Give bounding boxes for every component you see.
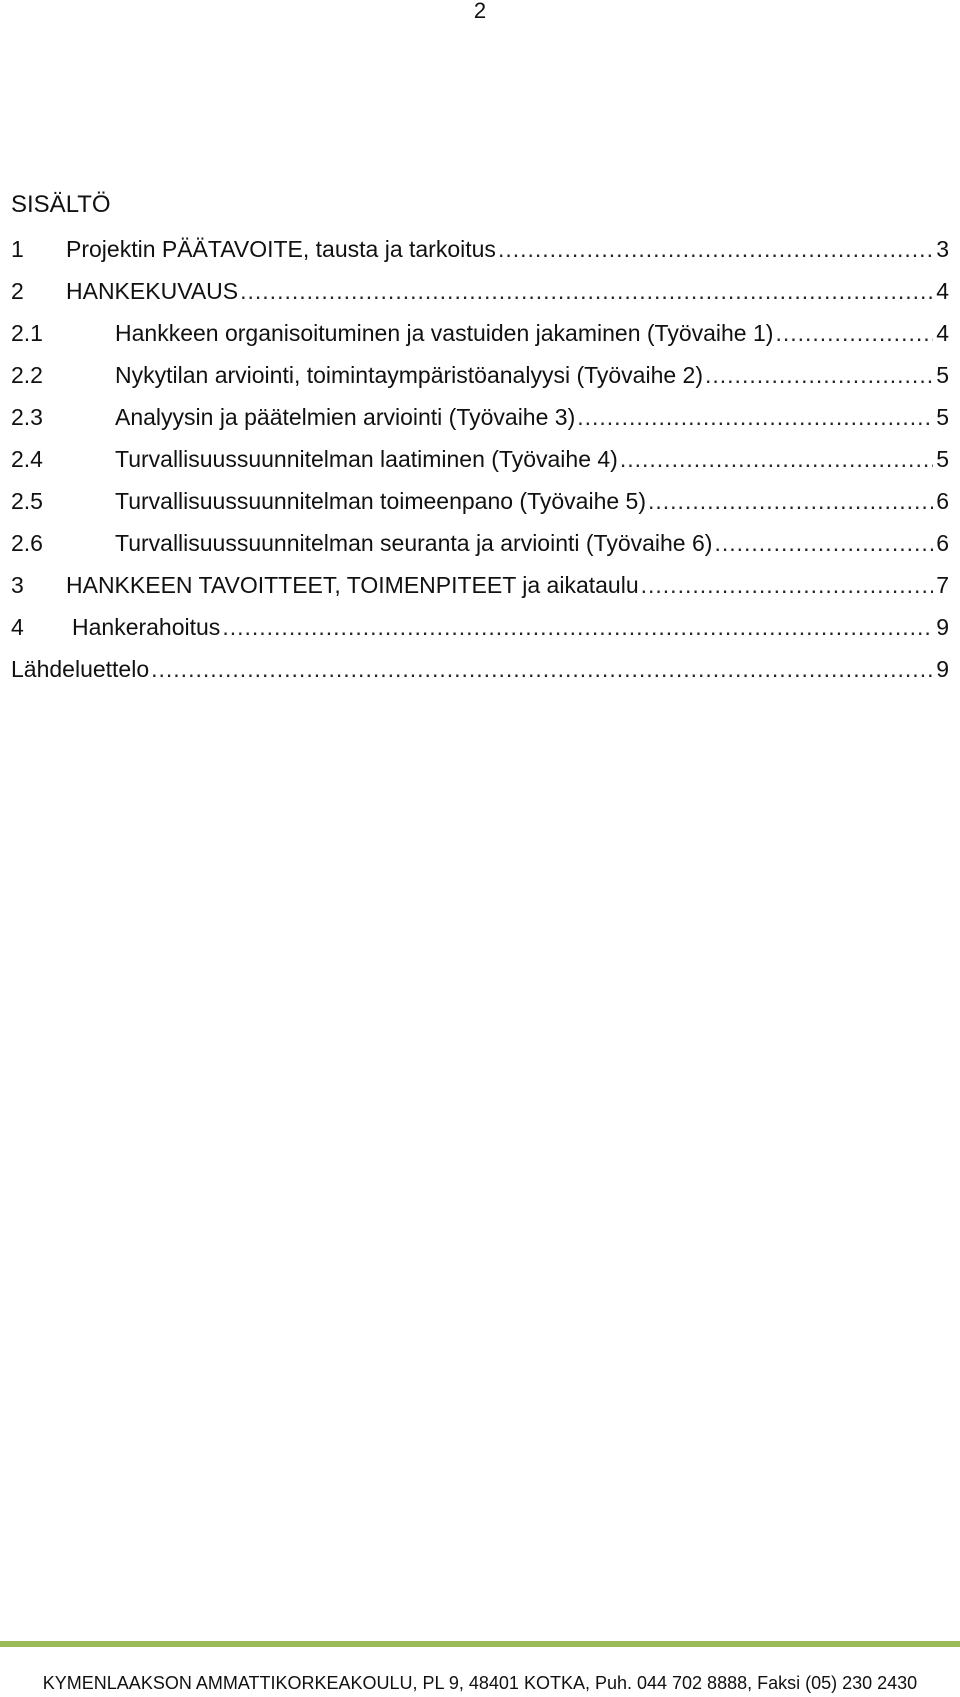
toc-entry-title: Hankerahoitus bbox=[72, 614, 221, 640]
toc-entry-2-6[interactable] bbox=[11, 528, 949, 570]
toc-dot-leader bbox=[498, 234, 933, 264]
toc-entry-1[interactable] bbox=[11, 234, 949, 276]
toc-entry-title: HANKEKUVAUS bbox=[66, 278, 239, 304]
toc-entry-page: 5 bbox=[936, 446, 949, 472]
toc-entry-page: 6 bbox=[936, 488, 949, 514]
toc-entry-title: Analyysin ja päätelmien arviointi (Työvaihe 3) bbox=[115, 404, 576, 430]
toc-entry-number: 1 bbox=[11, 236, 24, 262]
toc-entry-page: 6 bbox=[936, 530, 949, 556]
toc-entry-page: 4 bbox=[936, 320, 949, 346]
toc-entry-page: 3 bbox=[936, 236, 949, 262]
toc-dot-leader bbox=[705, 360, 933, 390]
toc-entry-page: 9 bbox=[936, 656, 949, 682]
footer-address: KYMENLAAKSON AMMATTIKORKEAKOULU, PL 9, 48401 KOTKA, Puh. 044 702 8888, Faksi (05) 230 2430 bbox=[42, 1673, 918, 1693]
table-of-contents bbox=[11, 190, 949, 696]
toc-entry-2-3[interactable] bbox=[11, 402, 949, 444]
toc-entry-2-4[interactable] bbox=[11, 444, 949, 486]
toc-entry-2-2[interactable] bbox=[11, 360, 949, 402]
toc-entry-2-5[interactable] bbox=[11, 486, 949, 528]
toc-entry-number: 2.4 bbox=[11, 446, 43, 472]
toc-entry-title: Projektin PÄÄTAVOITE, tausta ja tarkoitus bbox=[66, 236, 496, 262]
toc-dot-leader bbox=[577, 402, 933, 432]
toc-dot-leader bbox=[151, 654, 933, 684]
toc-entry-number: 2.6 bbox=[11, 530, 43, 556]
toc-entry-2[interactable] bbox=[11, 276, 949, 318]
toc-dot-leader bbox=[775, 318, 933, 348]
toc-list bbox=[11, 234, 949, 696]
toc-entry-title: Lähdeluettelo bbox=[11, 656, 150, 682]
toc-entry-3[interactable] bbox=[11, 570, 949, 612]
toc-dot-leader bbox=[620, 444, 933, 474]
toc-entry-number: 3 bbox=[11, 572, 24, 598]
toc-entry-number: 4 bbox=[11, 614, 24, 640]
toc-entry-page: 5 bbox=[936, 362, 949, 388]
toc-entry-page: 7 bbox=[936, 572, 949, 598]
toc-entry-number: 2.2 bbox=[11, 362, 43, 388]
toc-entry-4[interactable] bbox=[11, 612, 949, 654]
toc-dot-leader bbox=[240, 276, 933, 306]
toc-entry-title: Turvallisuussuunnitelman laatiminen (Työvaihe 4) bbox=[115, 446, 618, 472]
toc-entry-title: Nykytilan arviointi, toimintaympäristöanalyysi (Työvaihe 2) bbox=[115, 362, 703, 388]
toc-entry-title: HANKKEEN TAVOITTEET, TOIMENPITEET ja aikataulu bbox=[66, 572, 639, 598]
footer-divider bbox=[0, 1641, 960, 1647]
toc-entry-title: Turvallisuussuunnitelman seuranta ja arviointi (Työvaihe 6) bbox=[115, 530, 713, 556]
toc-entry-lahdeluettelo[interactable] bbox=[11, 654, 949, 696]
toc-entry-page: 4 bbox=[936, 278, 949, 304]
toc-entry-2-1[interactable] bbox=[11, 318, 949, 360]
toc-dot-leader bbox=[222, 612, 933, 642]
toc-heading: SISÄLTÖ bbox=[11, 191, 111, 218]
toc-entry-number: 2.5 bbox=[11, 488, 43, 514]
toc-dot-leader bbox=[714, 528, 933, 558]
toc-entry-page: 9 bbox=[936, 614, 949, 640]
toc-entry-title: Hankkeen organisoituminen ja vastuiden jakaminen (Työvaihe 1) bbox=[115, 320, 774, 346]
toc-entry-number: 2 bbox=[11, 278, 24, 304]
toc-dot-leader bbox=[648, 486, 933, 516]
page-number: 2 bbox=[473, 0, 487, 23]
toc-dot-leader bbox=[641, 570, 933, 600]
toc-entry-page: 5 bbox=[936, 404, 949, 430]
toc-entry-title: Turvallisuussuunnitelman toimeenpano (Työvaihe 5) bbox=[115, 488, 646, 514]
toc-entry-number: 2.3 bbox=[11, 404, 43, 430]
toc-entry-number: 2.1 bbox=[11, 320, 43, 346]
